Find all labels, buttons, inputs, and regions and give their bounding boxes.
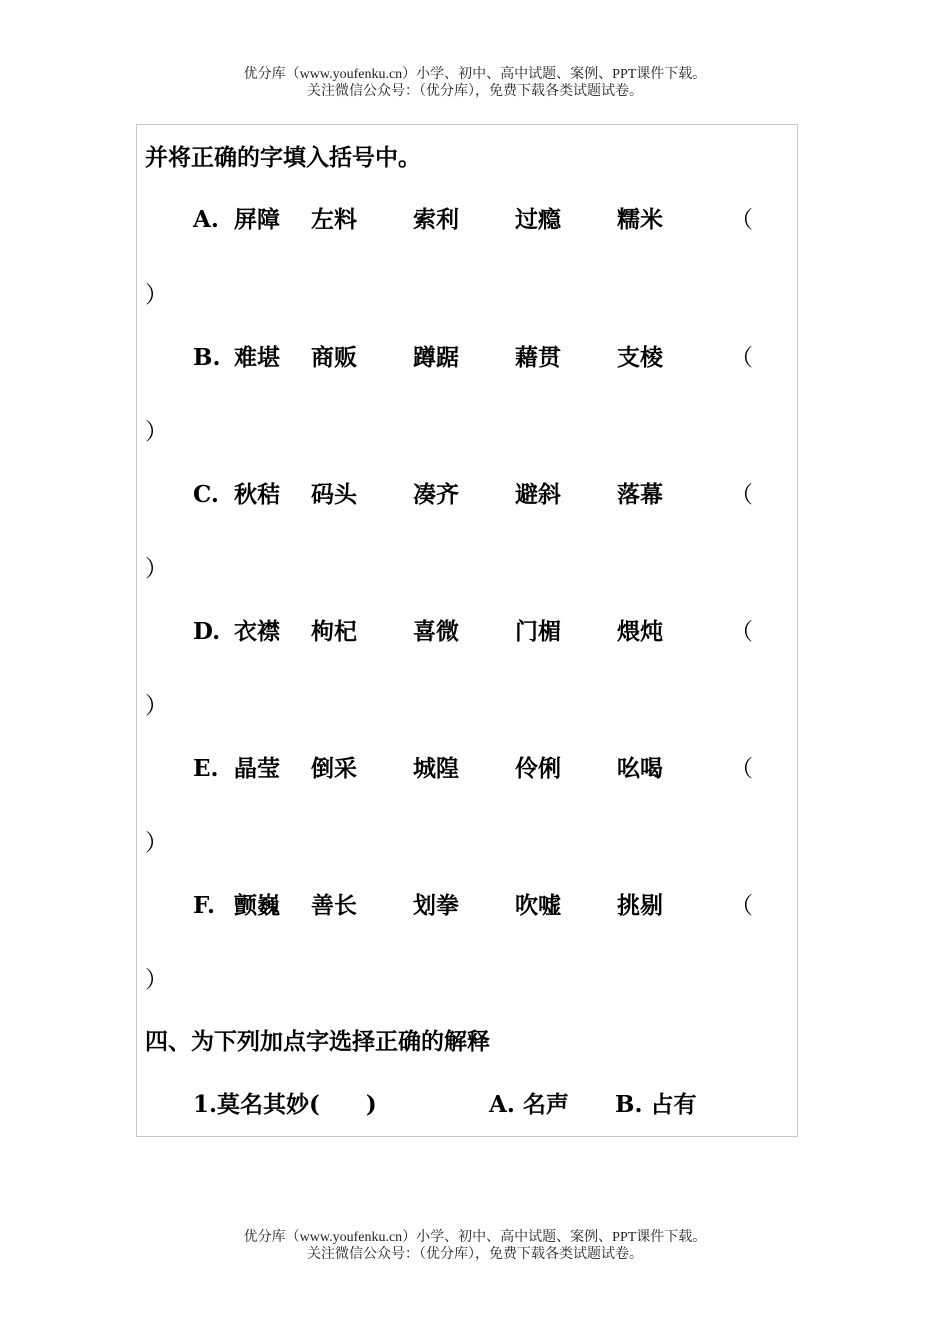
word: 避斜 — [515, 481, 561, 508]
word: 码头 — [311, 481, 357, 508]
option-letter: D. — [193, 618, 221, 645]
answer-blank-open: （ — [730, 893, 753, 919]
option-letter: C. — [193, 481, 219, 508]
answer-blank-close: ） — [145, 967, 168, 993]
page-footer — [0, 1229, 950, 1263]
page-header — [0, 66, 950, 100]
word: 左料 — [311, 206, 357, 233]
answer-blank-close: ） — [145, 830, 168, 856]
word: 秋秸 — [234, 481, 280, 508]
option-letter: A. — [193, 206, 219, 233]
word: 划拳 — [413, 892, 459, 919]
word: 蹲踞 — [413, 344, 459, 371]
word: 善长 — [311, 892, 357, 919]
footer-line-2: 关注微信公众号：（优分库），免费下载各类试题试卷。 — [307, 1247, 643, 1262]
header-line-2: 关注微信公众号：（优分库），免费下载各类试题试卷。 — [307, 84, 643, 99]
word: 过瘾 — [515, 206, 561, 233]
question-option-a: A. 名声 — [489, 1091, 569, 1118]
word: 衣襟 — [234, 618, 280, 645]
answer-blank-close: ） — [145, 693, 168, 719]
footer-line-1: 优分库（www.youfenku.cn）小学、初中、高中试题、案例、PPT课件下载。 — [243, 1230, 707, 1245]
answer-blank-open: （ — [730, 482, 753, 508]
section-heading: 四、为下列加点字选择正确的解释 — [145, 1028, 490, 1055]
word: 喜微 — [413, 618, 459, 645]
word: 难堪 — [234, 344, 280, 371]
word: 吹嘘 — [515, 892, 561, 919]
answer-blank-open: （ — [730, 207, 753, 233]
word: 颤巍 — [234, 892, 280, 919]
answer-blank-close: ） — [145, 419, 168, 445]
question-option-b: B. 占有 — [615, 1091, 697, 1118]
option-letter: B. — [193, 344, 221, 371]
word: 吆喝 — [617, 755, 663, 782]
word: 倒采 — [311, 755, 357, 782]
word: 屏障 — [234, 206, 280, 233]
word: 糯米 — [617, 206, 663, 233]
word: 枸杞 — [311, 618, 357, 645]
word: 索利 — [413, 206, 459, 233]
word: 凑齐 — [413, 481, 459, 508]
answer-blank-open: （ — [730, 756, 753, 782]
answer-blank-close: ） — [145, 556, 168, 582]
word: 挑剔 — [617, 892, 663, 919]
word: 煨炖 — [617, 618, 663, 645]
word: 商贩 — [311, 344, 357, 371]
word: 支棱 — [617, 344, 663, 371]
question-stem: 1.莫名其妙( ) — [193, 1091, 377, 1118]
answer-blank-open: （ — [730, 345, 753, 371]
answer-blank-open: （ — [730, 619, 753, 645]
word: 门楣 — [515, 618, 561, 645]
word: 城隍 — [413, 755, 459, 782]
answer-blank-close: ） — [145, 282, 168, 308]
header-line-1: 优分库（www.youfenku.cn）小学、初中、高中试题、案例、PPT课件下载。 — [243, 67, 707, 82]
option-letter: E. — [193, 755, 219, 782]
word: 藉贯 — [515, 344, 561, 371]
word: 落幕 — [617, 481, 663, 508]
word: 伶俐 — [515, 755, 561, 782]
option-letter: F. — [193, 892, 216, 919]
intro-text: 并将正确的字填入括号中。 — [145, 144, 421, 171]
word: 晶莹 — [234, 755, 280, 782]
